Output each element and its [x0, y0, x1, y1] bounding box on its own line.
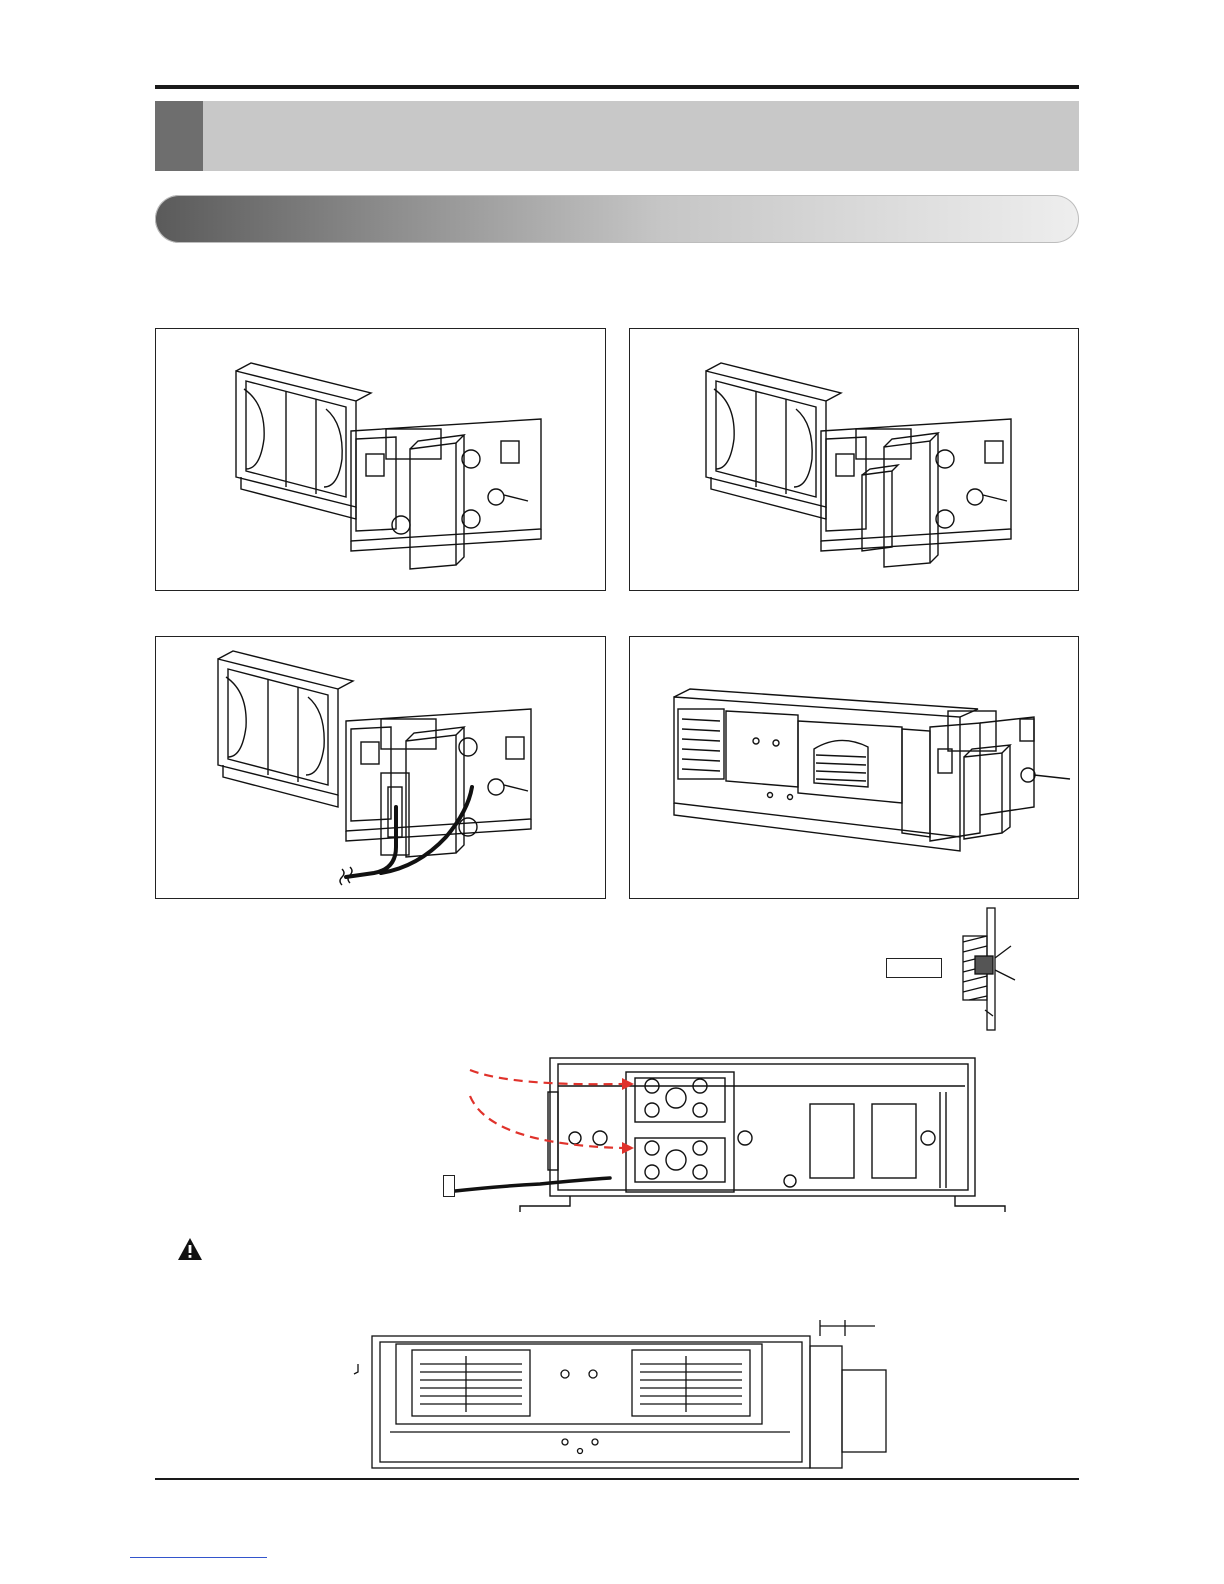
- figure-panel-2: [629, 328, 1079, 591]
- unit-drawing-4: [630, 637, 1077, 897]
- warning-triangle-icon: [176, 1236, 204, 1262]
- figure-panel-3: [155, 636, 606, 899]
- label-box: [886, 958, 942, 978]
- terminal-box-drawing: [440, 1056, 1010, 1220]
- bottom-rule: [155, 1478, 1079, 1480]
- unit-front-view-drawing: [350, 1316, 890, 1472]
- unit-drawing-1: [156, 329, 604, 589]
- unit-drawing-2: [630, 329, 1077, 589]
- top-rule: [155, 85, 1079, 89]
- title-tab-marker: [155, 101, 203, 171]
- cable-end-tag: [443, 1175, 455, 1197]
- figure-panel-1: [155, 328, 606, 591]
- fastener-cross-section: [955, 906, 1025, 1032]
- footer-link-underline[interactable]: [130, 1557, 267, 1558]
- figure-panel-4: [629, 636, 1079, 899]
- section-heading-bar: [155, 195, 1079, 243]
- page-title-band: [155, 101, 1079, 171]
- unit-drawing-3: [156, 637, 604, 897]
